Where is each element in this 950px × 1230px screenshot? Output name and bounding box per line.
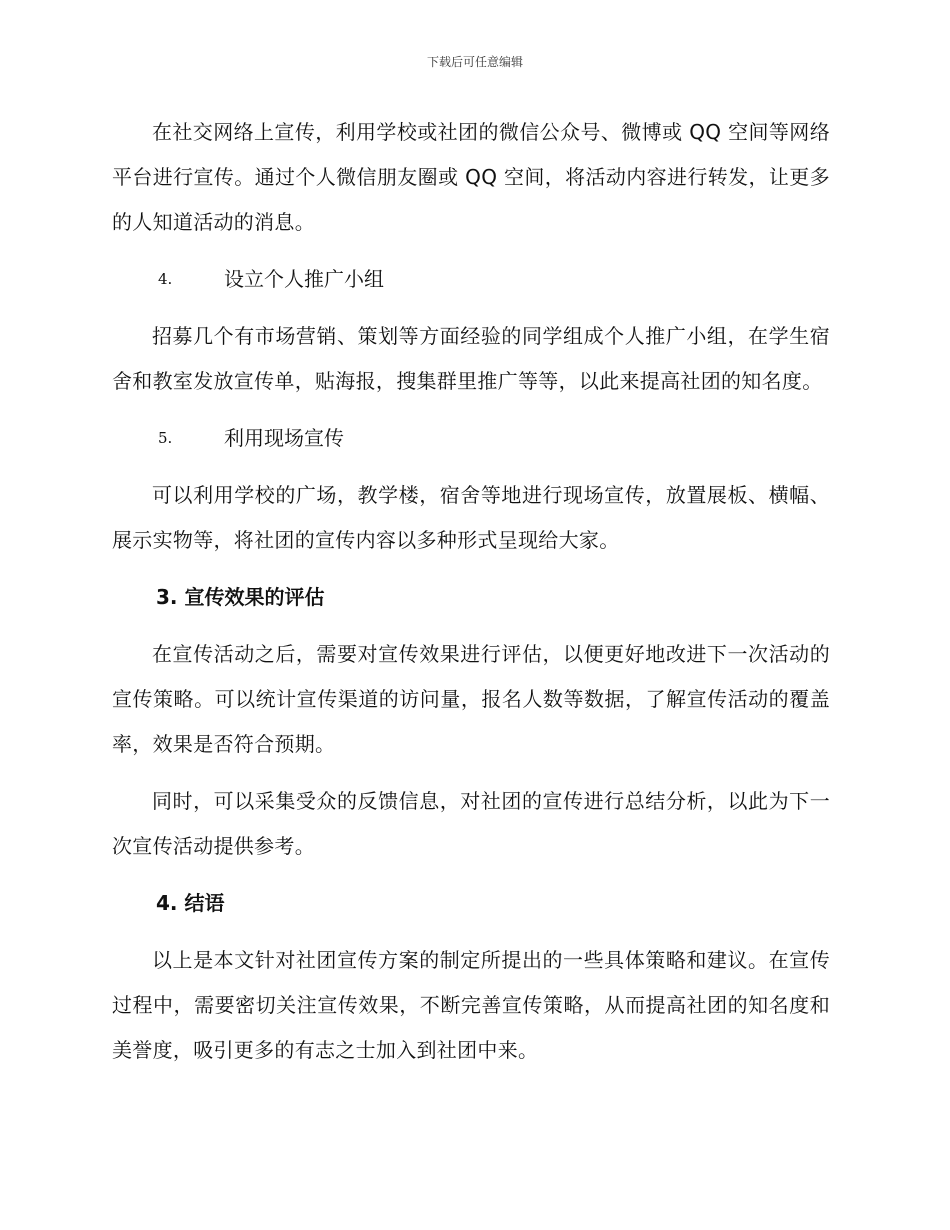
paragraph-evaluation: 在宣传活动之后，需要对宣传效果进行评估，以便更好地改进下一次活动的宣传策略。可以统计宣传渠道的访问量，报名人数等数据，了解宣传活动的覆盖率，效果是否符合预期。: [112, 642, 830, 756]
list-item-number: 5.: [158, 429, 173, 447]
list-item-title: 设立个人推广小组: [224, 267, 384, 291]
paragraph-social-network: 在社交网络上宣传，利用学校或社团的微信公众号、微博或 QQ 空间等网络平台进行宣传。通过个人微信朋友圈或 QQ 空间，将活动内容进行转发，让更多的人知道活动的消息。: [112, 120, 830, 234]
paragraph-conclusion: 以上是本文针对社团宣传方案的制定所提出的一些具体策略和建议。在宣传过程中，需要密切关注宣传效果，不断完善宣传策略，从而提高社团的知名度和美誉度，吸引更多的有志之士加入到社团中来。: [112, 948, 830, 1062]
section-heading-evaluation: 3. 宣传效果的评估: [156, 585, 325, 609]
list-item-onsite-promotion: [112, 416, 830, 461]
section-heading-conclusion: 4. 结语: [156, 891, 225, 915]
document-body: [112, 110, 830, 1085]
paragraph-onsite-promotion: 可以利用学校的广场，教学楼，宿舍等地进行现场宣传，放置展板、横幅、展示实物等，将社团的宣传内容以多种形式呈现给大家。: [112, 483, 830, 552]
list-item-title: 利用现场宣传: [224, 426, 344, 450]
paragraph-feedback: 同时，可以采集受众的反馈信息，对社团的宣传进行总结分析，以此为下一次宣传活动提供参考。: [112, 789, 830, 858]
list-item-number: 4.: [158, 270, 173, 288]
list-item-promotion-team: [112, 257, 830, 302]
page-header: 下载后可任意编辑: [426, 55, 523, 69]
paragraph-promotion-team: 招募几个有市场营销、策划等方面经验的同学组成个人推广小组，在学生宿舍和教室发放宣传单，贴海报，搜集群里推广等等，以此来提高社团的知名度。: [112, 324, 830, 393]
